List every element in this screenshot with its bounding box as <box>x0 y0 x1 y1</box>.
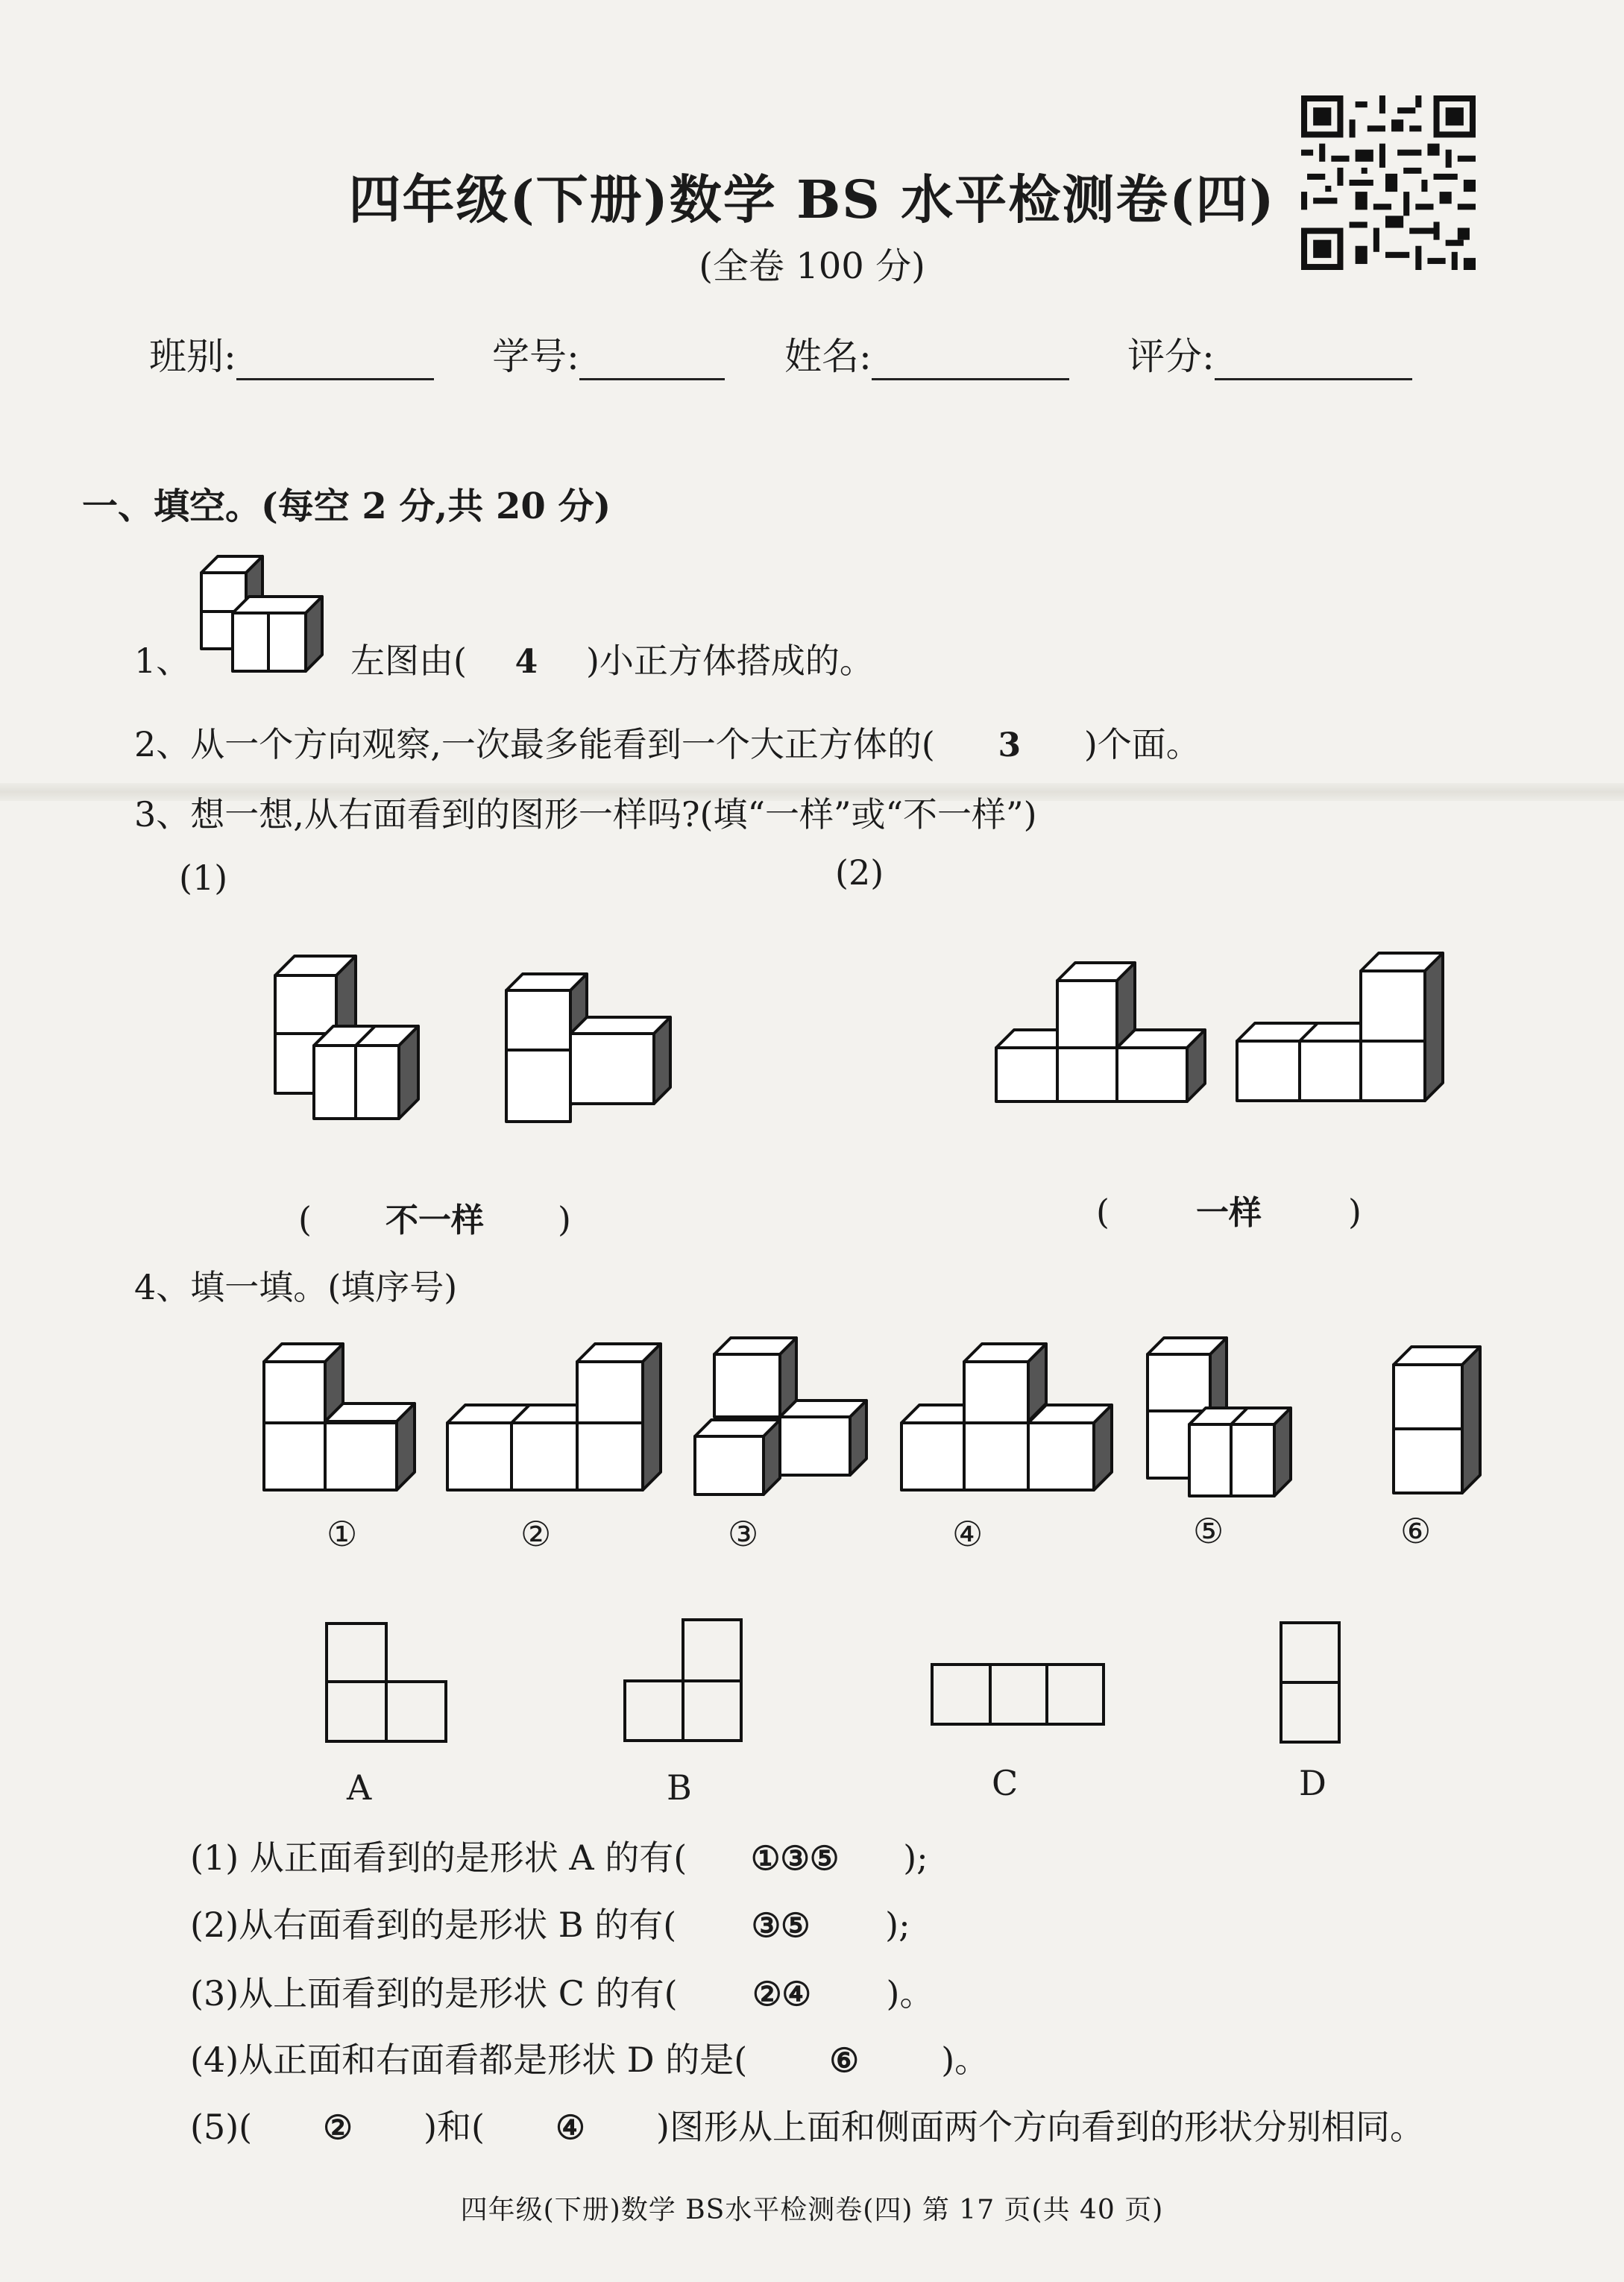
question-4-item-5-answer-2: ④ <box>556 2109 585 2147</box>
figure-3-label: ③ <box>728 1514 759 1554</box>
figure-5 <box>1145 1335 1294 1503</box>
class-label: 班别: <box>149 335 236 378</box>
question-3-part-1-label: (1) <box>179 858 228 898</box>
student-id-label: 学号: <box>492 335 579 378</box>
student-id-field[interactable] <box>492 327 725 380</box>
question-4-item-4: (4)从正面和右面看都是形状 D 的是( ⑥ )。 <box>190 2040 989 2080</box>
question-4-item-5: (5)( ② )和( ④ )图形从上面和侧面两个方向看到的形状分别相同。 <box>190 2107 1424 2147</box>
figure-1-label: ① <box>327 1514 358 1554</box>
question-4-item-2: (2)从右面看到的是形状 B 的有( ③⑤ ); <box>190 1905 910 1945</box>
question-4-item-3-answer: ②④ <box>752 1975 811 2014</box>
section-heading: 一、填空。(每空 2 分,共 20 分) <box>82 485 611 527</box>
page-footer: 四年级(下册)数学 BS水平检测卷(四) 第 17 页(共 40 页) <box>460 2195 1164 2225</box>
question-3-part-2-label: (2) <box>835 852 884 893</box>
shape-d <box>1280 1621 1342 1745</box>
question-3-2-answer: 一样 <box>1195 1194 1262 1232</box>
figure-4 <box>898 1341 1115 1494</box>
question-4-item-1: (1) 从正面看到的是形状 A 的有( ①③⑤ ); <box>190 1838 928 1878</box>
question-1-answer: 4 <box>514 643 538 681</box>
figure-2 <box>444 1341 664 1494</box>
figure-6 <box>1391 1344 1484 1497</box>
figure-1 <box>261 1341 418 1494</box>
figure-2-label: ② <box>520 1514 552 1554</box>
page-title: 四年级(下册)数学 BS 水平检测卷(四) <box>348 169 1276 230</box>
name-label: 姓名: <box>784 335 872 378</box>
shape-a <box>325 1622 449 1743</box>
question-4-item-4-answer: ⑥ <box>829 2042 859 2080</box>
question-3-1-right-figure <box>503 969 675 1126</box>
question-1-number: 1、 <box>134 641 191 681</box>
question-3-text: 3、想一想,从右面看到的图形一样吗?(填“一样”或“不一样”) <box>134 794 1037 834</box>
question-4-item-5-answer-1: ② <box>323 2109 353 2147</box>
class-blank[interactable] <box>236 341 434 380</box>
question-3-1-answer: 不一样 <box>385 1201 484 1239</box>
qr-code-icon <box>1301 95 1476 270</box>
figure-6-label: ⑥ <box>1400 1511 1432 1551</box>
shape-c-label: C <box>992 1763 1019 1803</box>
class-field[interactable] <box>149 327 434 380</box>
question-4-item-2-answer: ③⑤ <box>751 1907 811 1945</box>
shape-d-label: D <box>1299 1763 1326 1803</box>
name-field[interactable] <box>784 327 1069 380</box>
question-3-2-right-figure <box>1234 949 1447 1109</box>
question-4-item-1-answer: ①③⑤ <box>751 1840 840 1878</box>
question-3-2-answer-row: ( 一样 ) <box>1096 1186 1362 1233</box>
score-label: 评分: <box>1127 335 1215 378</box>
question-3-1-answer-row: ( 不一样 ) <box>298 1193 571 1241</box>
question-3-2-left-figure <box>993 958 1209 1107</box>
score-blank[interactable] <box>1215 341 1412 380</box>
question-2-text: 2、从一个方向观察,一次最多能看到一个大正方体的( 3 )个面。 <box>134 724 1200 764</box>
shape-a-label: A <box>347 1767 372 1808</box>
student-id-blank[interactable] <box>579 341 725 380</box>
question-4-text: 4、填一填。(填序号) <box>134 1267 458 1307</box>
page-subtitle: (全卷 100 分) <box>699 245 925 287</box>
question-1-cube-figure <box>195 550 330 677</box>
figure-3 <box>692 1335 869 1499</box>
score-field[interactable] <box>1127 327 1412 380</box>
question-1-text: 左图由( 4 )小正方体搭成的。 <box>350 641 874 681</box>
shape-c <box>931 1663 1107 1727</box>
shape-b <box>623 1618 744 1742</box>
name-blank[interactable] <box>872 341 1069 380</box>
shape-b-label: B <box>667 1767 692 1808</box>
question-2-answer: 3 <box>998 726 1022 764</box>
figure-4-label: ④ <box>952 1514 983 1554</box>
question-3-1-left-figure <box>272 953 421 1125</box>
figure-5-label: ⑤ <box>1193 1511 1224 1551</box>
question-4-item-3: (3)从上面看到的是形状 C 的有( ②④ )。 <box>190 1973 934 2014</box>
